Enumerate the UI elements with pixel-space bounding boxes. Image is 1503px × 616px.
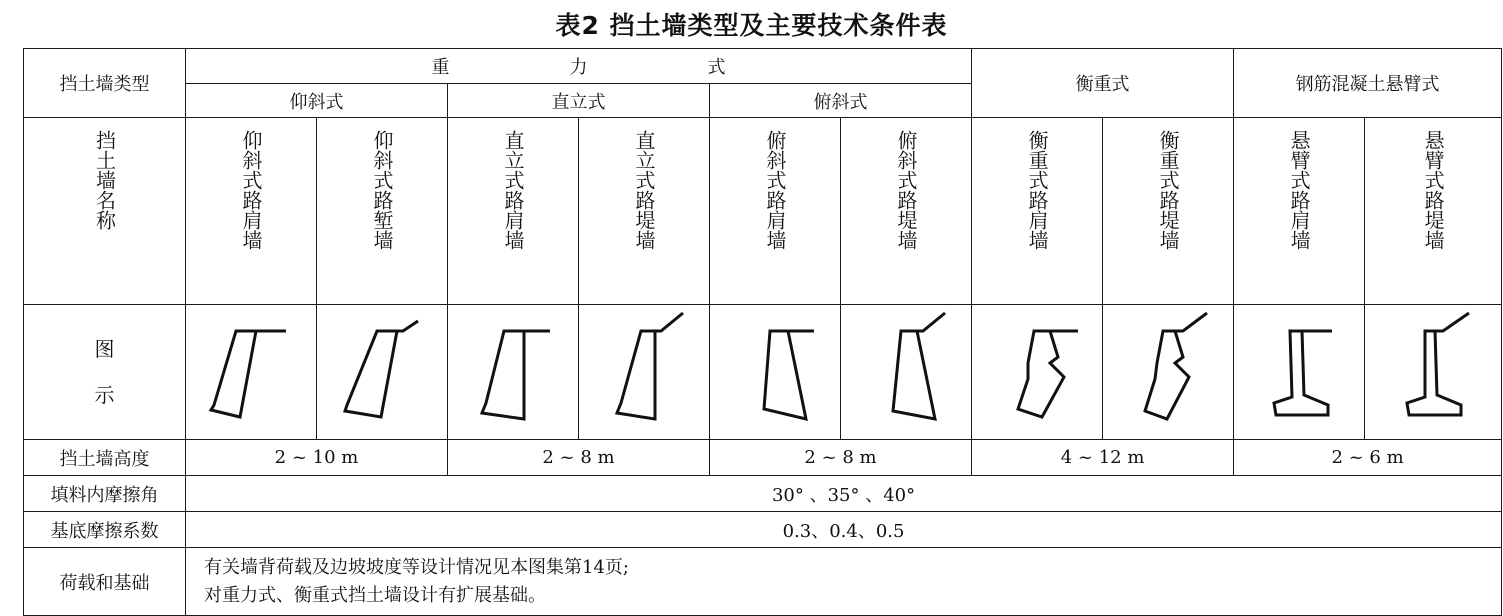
balance-embankment-wall-icon: [1103, 307, 1234, 437]
subtype-inclined: 仰斜式: [186, 84, 448, 118]
table-title: 表2 挡土墙类型及主要技术条件表: [555, 11, 948, 40]
load-note: 对重力式、衡重式挡土墙设计有扩展基础。: [204, 584, 546, 606]
gravity-header-text: 重力式: [431, 57, 846, 78]
inclined-cutting-wall-icon: [317, 307, 448, 437]
type-header: 挡土墙类型: [24, 49, 186, 118]
gravity-header: [186, 49, 972, 84]
figure-label-char: 图: [94, 337, 115, 361]
wall-name-cell: [186, 118, 317, 305]
load-label: 荷载和基础: [24, 548, 186, 616]
wall-name-cell: [1234, 118, 1365, 305]
height-value: 2 ~ 10 m: [186, 440, 448, 476]
figure-cell: [317, 305, 448, 440]
wall-name: 悬臂式路肩墙: [1287, 130, 1312, 250]
cantilever-header: 钢筋混凝土悬臂式: [1234, 49, 1502, 118]
wall-name: 悬臂式路堤墙: [1421, 130, 1446, 250]
subtype-declined: 俯斜式: [710, 84, 972, 118]
load-note: 有关墙背荷载及边坡坡度等设计情况见本图集第14页;: [204, 556, 629, 578]
wall-name-cell: [1103, 118, 1234, 305]
wall-name-label: 挡土墙名称: [92, 130, 117, 230]
wall-name: 仰斜式路肩墙: [239, 130, 263, 250]
vertical-shoulder-wall-icon: [448, 307, 579, 437]
height-value: 2 ~ 8 m: [710, 440, 972, 476]
figure-cell: [186, 305, 317, 440]
figure-cell: [1234, 305, 1365, 440]
figure-cell: [972, 305, 1103, 440]
figure-label-char: 示: [94, 383, 115, 407]
wall-name: 衡重式路肩墙: [1025, 130, 1050, 250]
wall-name-cell: [841, 118, 972, 305]
base-friction-label: 基底摩擦系数: [24, 512, 186, 548]
wall-name-cell: [1365, 118, 1502, 305]
declined-shoulder-wall-icon: [710, 307, 841, 437]
height-value: 4 ~ 12 m: [972, 440, 1234, 476]
figure-cell: [841, 305, 972, 440]
height-value: 2 ~ 6 m: [1234, 440, 1502, 476]
balance-header: 衡重式: [972, 49, 1234, 118]
wall-name: 俯斜式路肩墙: [763, 130, 787, 250]
base-friction-value: 0.3、0.4、0.5: [186, 512, 1502, 548]
retaining-wall-table: [23, 48, 1502, 616]
friction-label: 填料内摩擦角: [24, 476, 186, 512]
wall-name: 直立式路堤墙: [632, 130, 656, 250]
wall-name-cell: [317, 118, 448, 305]
figure-label-cell: [24, 305, 186, 440]
figure-cell: [1365, 305, 1502, 440]
wall-name: 直立式路肩墙: [501, 130, 525, 250]
cantilever-shoulder-wall-icon: [1234, 307, 1365, 437]
figure-cell: [1103, 305, 1234, 440]
wall-name-cell: [448, 118, 579, 305]
load-notes: [186, 548, 1502, 616]
subtype-vertical: 直立式: [448, 84, 710, 118]
figure-cell: [710, 305, 841, 440]
balance-shoulder-wall-icon: [972, 307, 1103, 437]
vertical-embankment-wall-icon: [579, 307, 710, 437]
wall-name-cell: [579, 118, 710, 305]
wall-name: 仰斜式路堑墙: [370, 130, 394, 250]
height-value: 2 ~ 8 m: [448, 440, 710, 476]
height-label: 挡土墙高度: [24, 440, 186, 476]
figure-cell: [579, 305, 710, 440]
figure-cell: [448, 305, 579, 440]
wall-name: 俯斜式路堤墙: [894, 130, 919, 250]
wall-name-cell: [710, 118, 841, 305]
wall-name-label-cell: [24, 118, 186, 305]
figure-label: [95, 326, 115, 418]
friction-value: 30° 、35° 、40°: [186, 476, 1502, 512]
declined-embankment-wall-icon: [841, 307, 972, 437]
cantilever-embankment-wall-icon: [1365, 307, 1502, 437]
wall-name-cell: [972, 118, 1103, 305]
inclined-shoulder-wall-icon: [186, 307, 317, 437]
wall-name: 衡重式路堤墙: [1156, 130, 1181, 250]
